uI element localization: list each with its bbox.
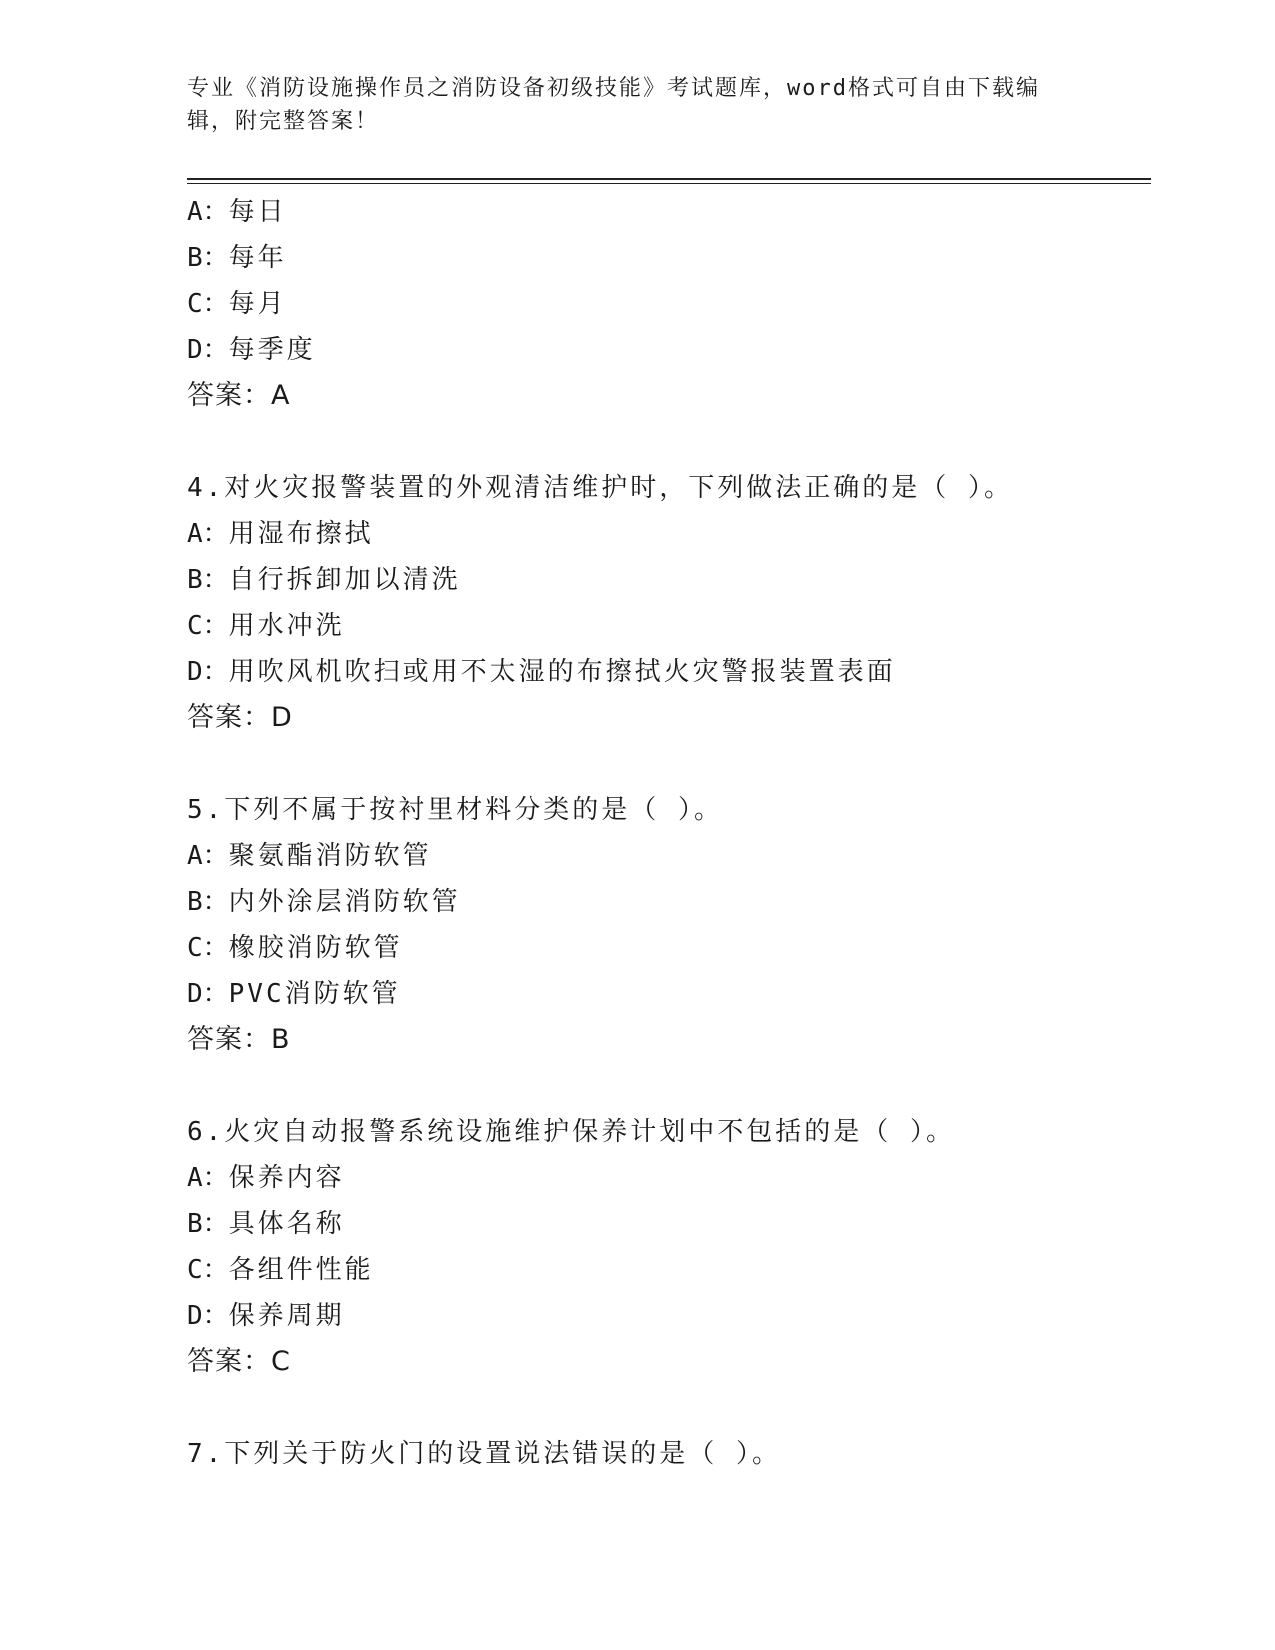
question-4 [187,465,1147,741]
option-b: B：内外涂层消防软管 [187,887,461,917]
option-c: C：橡胶消防软管 [187,933,403,963]
question-text: 6.火灾自动报警系统设施维护保养计划中不包括的是（ ）。 [187,1117,955,1147]
answer: 答案：C [187,1346,291,1377]
option-d: D：PVC消防软管 [187,979,401,1009]
option-a: A：保养内容 [187,1163,345,1193]
option-a: A：每日 [187,197,287,227]
question-text: 5.下列不属于按衬里材料分类的是（ ）。 [187,795,723,825]
answer: 答案：A [187,380,291,411]
option-d: D：每季度 [187,335,316,365]
question-7 [187,1431,1147,1477]
option-d: D：用吹风机吹扫或用不太湿的布擦拭火灾警报装置表面 [187,657,896,687]
header-divider-thin [187,183,1151,184]
option-c: C：各组件性能 [187,1255,374,1285]
header-divider-thick [187,178,1151,180]
answer: 答案：D [187,702,293,733]
option-a: A：用湿布擦拭 [187,519,374,549]
header-line-1: 专业《消防设施操作员之消防设备初级技能》考试题库，word格式可自由下载编 [187,76,1040,101]
option-b: B：自行拆卸加以清洗 [187,565,461,595]
option-b: B：每年 [187,243,287,273]
question-6 [187,1109,1147,1385]
question-text: 4.对火灾报警装置的外观清洁维护时，下列做法正确的是（ ）。 [187,473,1013,503]
answer: 答案：B [187,1024,291,1055]
option-b: B：具体名称 [187,1209,345,1239]
option-c: C：用水冲洗 [187,611,345,641]
question-3 [187,189,1147,419]
document-header [187,72,1067,138]
option-a: A：聚氨酯消防软管 [187,841,432,871]
header-line-2: 辑，附完整答案！ [187,109,380,134]
option-c: C：每月 [187,289,287,319]
question-5 [187,787,1147,1063]
option-d: D：保养周期 [187,1301,345,1331]
question-list [187,189,1147,1477]
question-text: 7.下列关于防火门的设置说法错误的是（ ）。 [187,1439,781,1469]
